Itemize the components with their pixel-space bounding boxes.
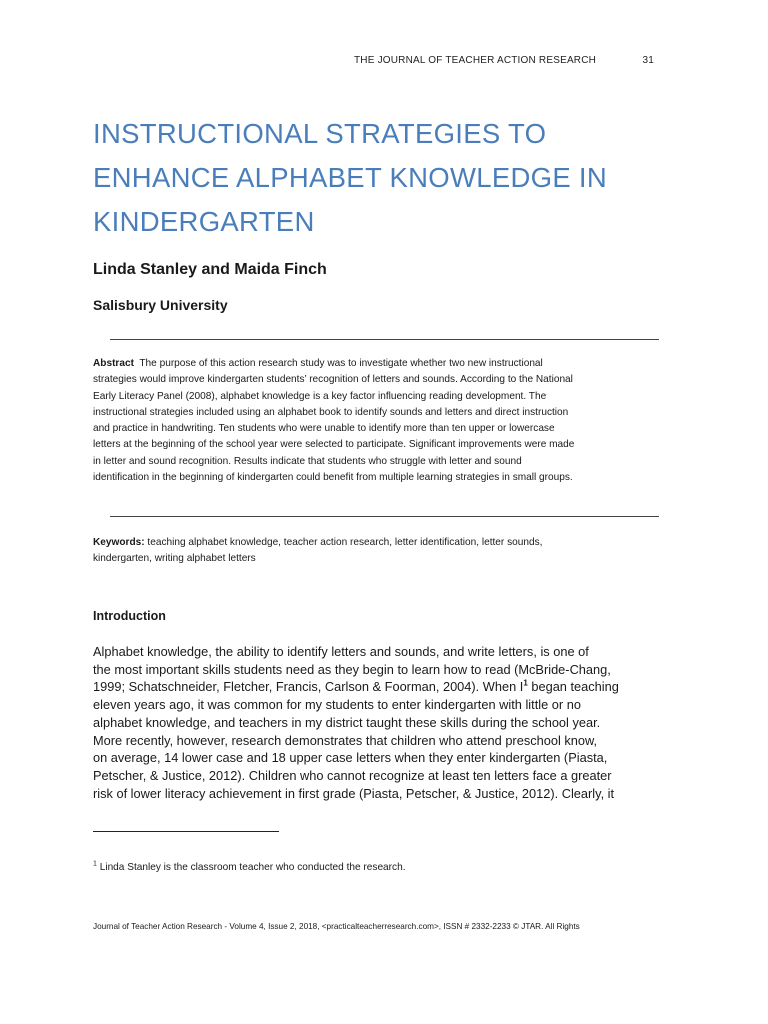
abstract-line: identification in the beginning of kindergarten could benefit from multiple learning strategies in small groups. [93, 472, 573, 484]
keywords-text: teaching alphabet knowledge, teacher action research, letter identification, letter sounds, [147, 537, 543, 548]
keywords-line [93, 535, 673, 551]
keywords-line: kindergarten, writing alphabet letters [93, 552, 256, 564]
abstract-line: Early Literacy Panel (2008), alphabet knowledge is a key factor influencing reading development. The [93, 390, 547, 402]
introduction-body [93, 643, 673, 802]
abstract-label: Abstract [93, 358, 134, 369]
body-line: the most important skills students need as they begin to learn how to read (McBride-Chang, [93, 661, 611, 677]
body-line: alphabet knowledge, and teachers in my district taught these skills during the school year. [93, 714, 601, 730]
abstract-line [93, 356, 673, 372]
body-line: Petscher, & Justice, 2012). Children who cannot recognize at least ten letters face a greater [93, 767, 612, 783]
affiliation: Salisbury University [93, 297, 228, 313]
footnote-text: Linda Stanley is the classroom teacher who conducted the research. [96, 862, 406, 873]
footnote [93, 862, 406, 873]
body-line: on average, 14 lower case and 18 upper case letters when they enter kindergarten (Piasta, [93, 750, 608, 766]
body-line-text: began teaching [527, 679, 619, 695]
section-heading-introduction: Introduction [93, 609, 166, 623]
page-number: 31 [642, 55, 654, 66]
abstract-line: in letter and sound recognition. Results indicate that students who struggle with letter and sound [93, 455, 522, 467]
footnote-marker: 1 [93, 860, 97, 868]
body-line: risk of lower literacy achievement in first grade (Piasta, Petscher, & Justice, 2012). Clearly, it [93, 785, 615, 801]
abstract-line: strategies would improve kindergarten students’ recognition of letters and sounds. According to the National [93, 374, 573, 386]
footnote-separator [93, 831, 279, 832]
divider-top [110, 339, 659, 340]
body-line: Alphabet knowledge, the ability to identify letters and sounds, and write letters, is one of [93, 644, 589, 659]
journal-title: THE JOURNAL OF TEACHER ACTION RESEARCH [354, 55, 597, 66]
abstract-line: instructional strategies included using an alphabet book to identify sounds and letters and direct instruction [93, 406, 569, 418]
abstract-text: The purpose of this action research study was to investigate whether two new instructional [139, 358, 543, 369]
body-line: eleven years ago, it was common for my students to enter kindergarten with little or no [93, 697, 581, 713]
authors: Linda Stanley and Maida Finch [93, 261, 327, 278]
abstract [93, 356, 673, 486]
title-line: KINDERGARTEN [93, 206, 315, 237]
body-line: More recently, however, research demonstrates that children who attend preschool know, [93, 732, 598, 748]
abstract-line: and practice in handwriting. Ten students who were unable to identify more than ten upper or lowercase [93, 423, 555, 435]
keywords-label: Keywords: [93, 537, 145, 548]
title-line: ENHANCE ALPHABET KNOWLEDGE IN [93, 162, 608, 193]
divider-bottom [110, 516, 659, 517]
keywords [93, 535, 673, 566]
article-title [93, 112, 693, 244]
page-footer: Journal of Teacher Action Research - Volume 4, Issue 2, 2018, <practicalteacherresearch.com>, ISSN # 2332-2233 © JTAR. All Rights [93, 922, 580, 931]
body-line-text: 1999; Schatschneider, Fletcher, Francis, Carlson & Foorman, 2004). When I [93, 679, 524, 695]
body-line [93, 678, 673, 696]
title-line: INSTRUCTIONAL STRATEGIES TO [93, 118, 547, 149]
abstract-line: letters at the beginning of the school year were selected to participate. Significant improvements were made [93, 439, 575, 451]
footnote-reference[interactable]: 1 [523, 679, 528, 689]
